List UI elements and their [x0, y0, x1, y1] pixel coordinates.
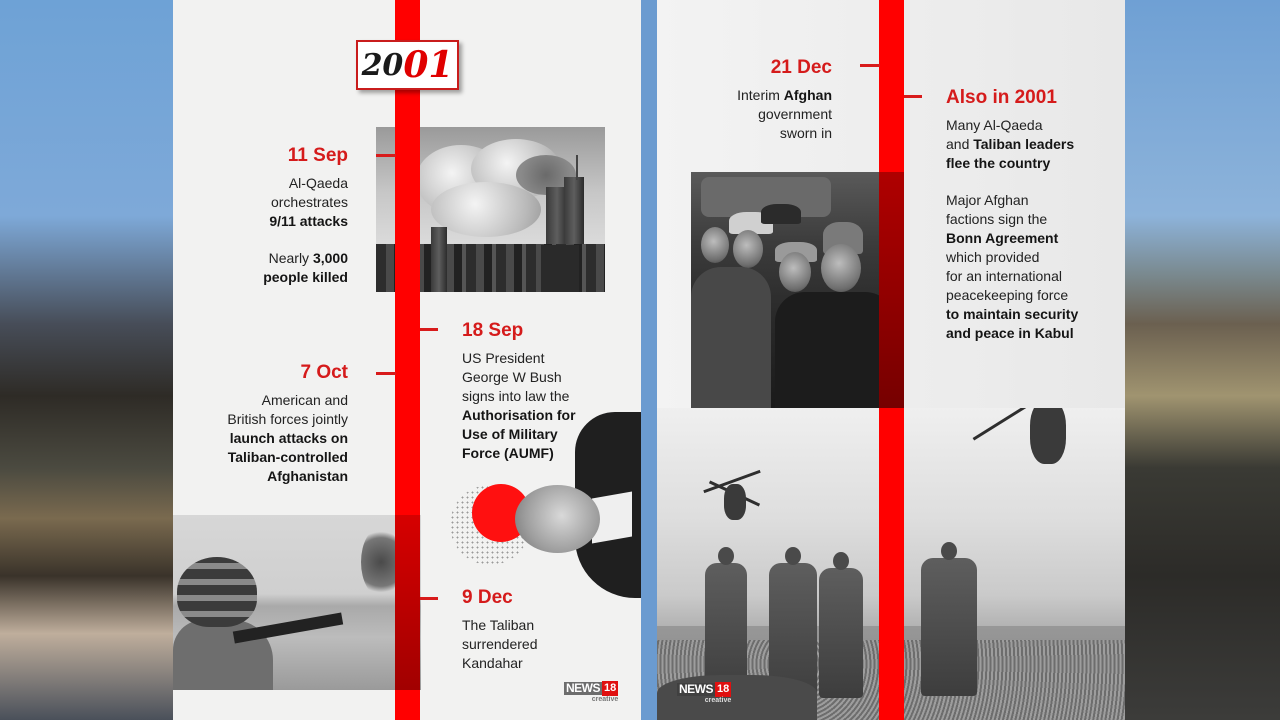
timeline-overlay — [879, 172, 904, 408]
blurred-background-right — [1125, 0, 1280, 720]
news18-creative-logo: NEWS 18 creative — [679, 682, 732, 704]
tick-18-sep — [420, 328, 438, 331]
soldier-machine-gun-photo — [173, 515, 421, 690]
timeline-panel-right — [657, 0, 1125, 720]
event-18-sep: 18 Sep US President George W Bush signs into law the Authorisation for Use of Military Force (AUMF) — [462, 319, 622, 463]
tick-7-oct — [376, 372, 396, 375]
event-date: 7 Oct — [300, 362, 348, 383]
tick-also-2001 — [904, 95, 922, 98]
event-9-dec: 9 Dec The Taliban surrendered Kandahar — [462, 586, 612, 673]
timeline-panel-left — [173, 0, 641, 720]
year-suffix: 01 — [403, 44, 454, 86]
event-date: 18 Sep — [462, 320, 524, 341]
year-prefix: 20 — [361, 47, 404, 83]
blurred-background-left — [0, 0, 173, 720]
tick-9-dec — [420, 597, 438, 600]
event-also-2001: Also in 2001 Many Al-Qaeda and Taliban leaders flee the country Major Afghan factions sign the Bonn Agreement which provided for an international peacekeeping force to maintain security and peace in Kabul — [946, 86, 1116, 343]
event-21-dec: 21 Dec Interim Afghan government sworn in — [687, 56, 832, 143]
panel-gap — [641, 0, 657, 720]
event-date: 9 Dec — [462, 587, 513, 608]
event-date: 21 Dec — [770, 57, 832, 78]
bonn-agreement-paragraph: Major Afghan factions sign the Bonn Agreement which provided for an international peacekeeping force to maintain security and peace in Kabul — [946, 192, 1079, 341]
bush-face — [515, 485, 600, 553]
timeline-overlay — [395, 515, 420, 690]
news18-creative-logo: NEWS 18 creative — [566, 681, 619, 703]
karzai-crowd-photo — [691, 172, 904, 408]
event-date: Also in 2001 — [946, 87, 1057, 108]
year-badge — [356, 40, 459, 90]
event-11-sep: 11 Sep Al-Qaeda orchestrates 9/11 attacks Nearly 3,000 people killed — [213, 144, 348, 287]
tick-21-dec — [860, 64, 880, 67]
event-7-oct: 7 Oct American and British forces jointly launch attacks on Taliban-controlled Afghanistan — [193, 361, 348, 486]
tick-11-sep — [376, 154, 396, 157]
event-date: 11 Sep — [287, 145, 348, 166]
